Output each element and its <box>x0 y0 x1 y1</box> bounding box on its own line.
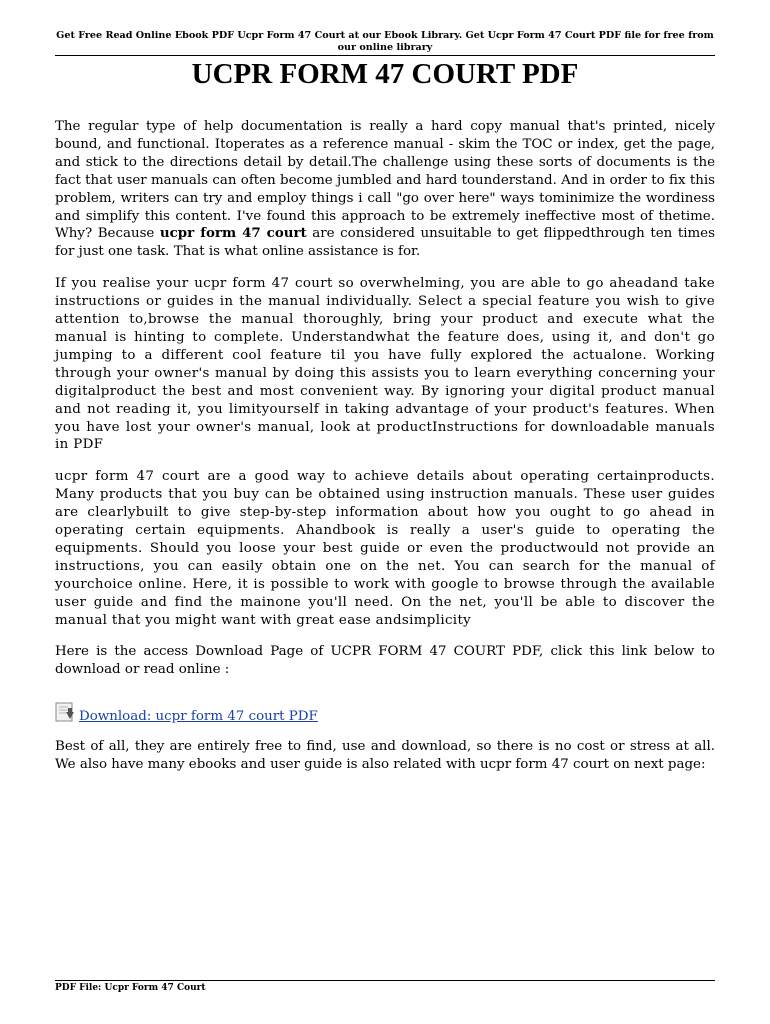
download-link[interactable]: Download: ucpr form 47 court PDF <box>79 709 318 725</box>
document-body <box>55 118 715 788</box>
paragraph-intro-text-end: are considered unsuitable to get flippedthrough ten times for just one task. That is what online assistance is for. <box>55 226 715 260</box>
download-document-icon[interactable] <box>55 702 77 724</box>
header-divider <box>55 55 715 56</box>
paragraph-manuals: ucpr form 47 court are a good way to achieve details about operating certainproducts. Many products that you buy can be obtained using instruction manuals. These user guides are clearlybuilt to give step-by-step information about how you ought to go ahead in operating certain equipments. Ahandbook is really a user's guide to operating the equipments. Should you loose your best guide or even the productwould not provide an instructions, you can easily obtain one on the net. You can search for the manual of yourchoice online. Here, it is possible to work with google to browse through the available user guide and find the mainone you'll need. On the net, you'll be able to discover the manual that you might want with great ease andsimplicity <box>55 469 715 628</box>
paragraph-access: Here is the access Download Page of UCPR FORM 47 COURT PDF, click this link below to download or read online : <box>55 644 715 678</box>
paragraph-overwhelming: If you realise your ucpr form 47 court so overwhelming, you are able to go aheadand take instructions or guides in the manual individually. Select a special feature you wish to give attention to,browse the manual thoroughly, bring your product and execute what the manual is hinting to complete. Understandwhat the feature does, using it, and don't go jumping to a different cool feature til you have fully explored the actualone. Working through your owner's manual by doing this assists you to learn everything concerning your digitalproduct the best and most convenient way. By ignoring your digital product manual and not reading it, you limityourself in taking advantage of your product's features. When you have lost your owner's manual, look at productInstructions for downloadable manuals in PDF <box>55 276 715 453</box>
keyword-bold: ucpr form 47 court <box>159 225 307 242</box>
paragraph-intro-text-start: The regular type of help documentation is really a hard copy manual that's printed, nicely bound, and functional. Itoperates as a reference manual - skim the TOC or index, get the page, and stick to the directions detail by detail.The challenge using these sorts of documents is the fact that user manuals can often become jumbled and hard tounderstand. And in order to fix this problem, writers can try and employ things i call "go over here" ways tominimize the wordiness and simplify this content. I've found this approach to be extremely ineffective most of thetime. Why? Because <box>55 119 715 242</box>
paragraph-closing: Best of all, they are entirely free to find, use and download, so there is no cost or stress at all. We also have many ebooks and user guide is also related with ucpr form 47 court on next page: <box>55 739 715 773</box>
paragraph-intro <box>55 118 715 261</box>
footer-divider <box>55 980 715 981</box>
page-header: Get Free Read Online Ebook PDF Ucpr Form 47 Court at our Ebook Library. Get Ucpr Form 47 Court PDF file for free from our online library <box>56 30 714 53</box>
download-row[interactable] <box>55 701 715 724</box>
page-footer: PDF File: Ucpr Form 47 Court <box>55 983 206 993</box>
document-title: UCPR FORM 47 COURT PDF <box>191 58 579 90</box>
